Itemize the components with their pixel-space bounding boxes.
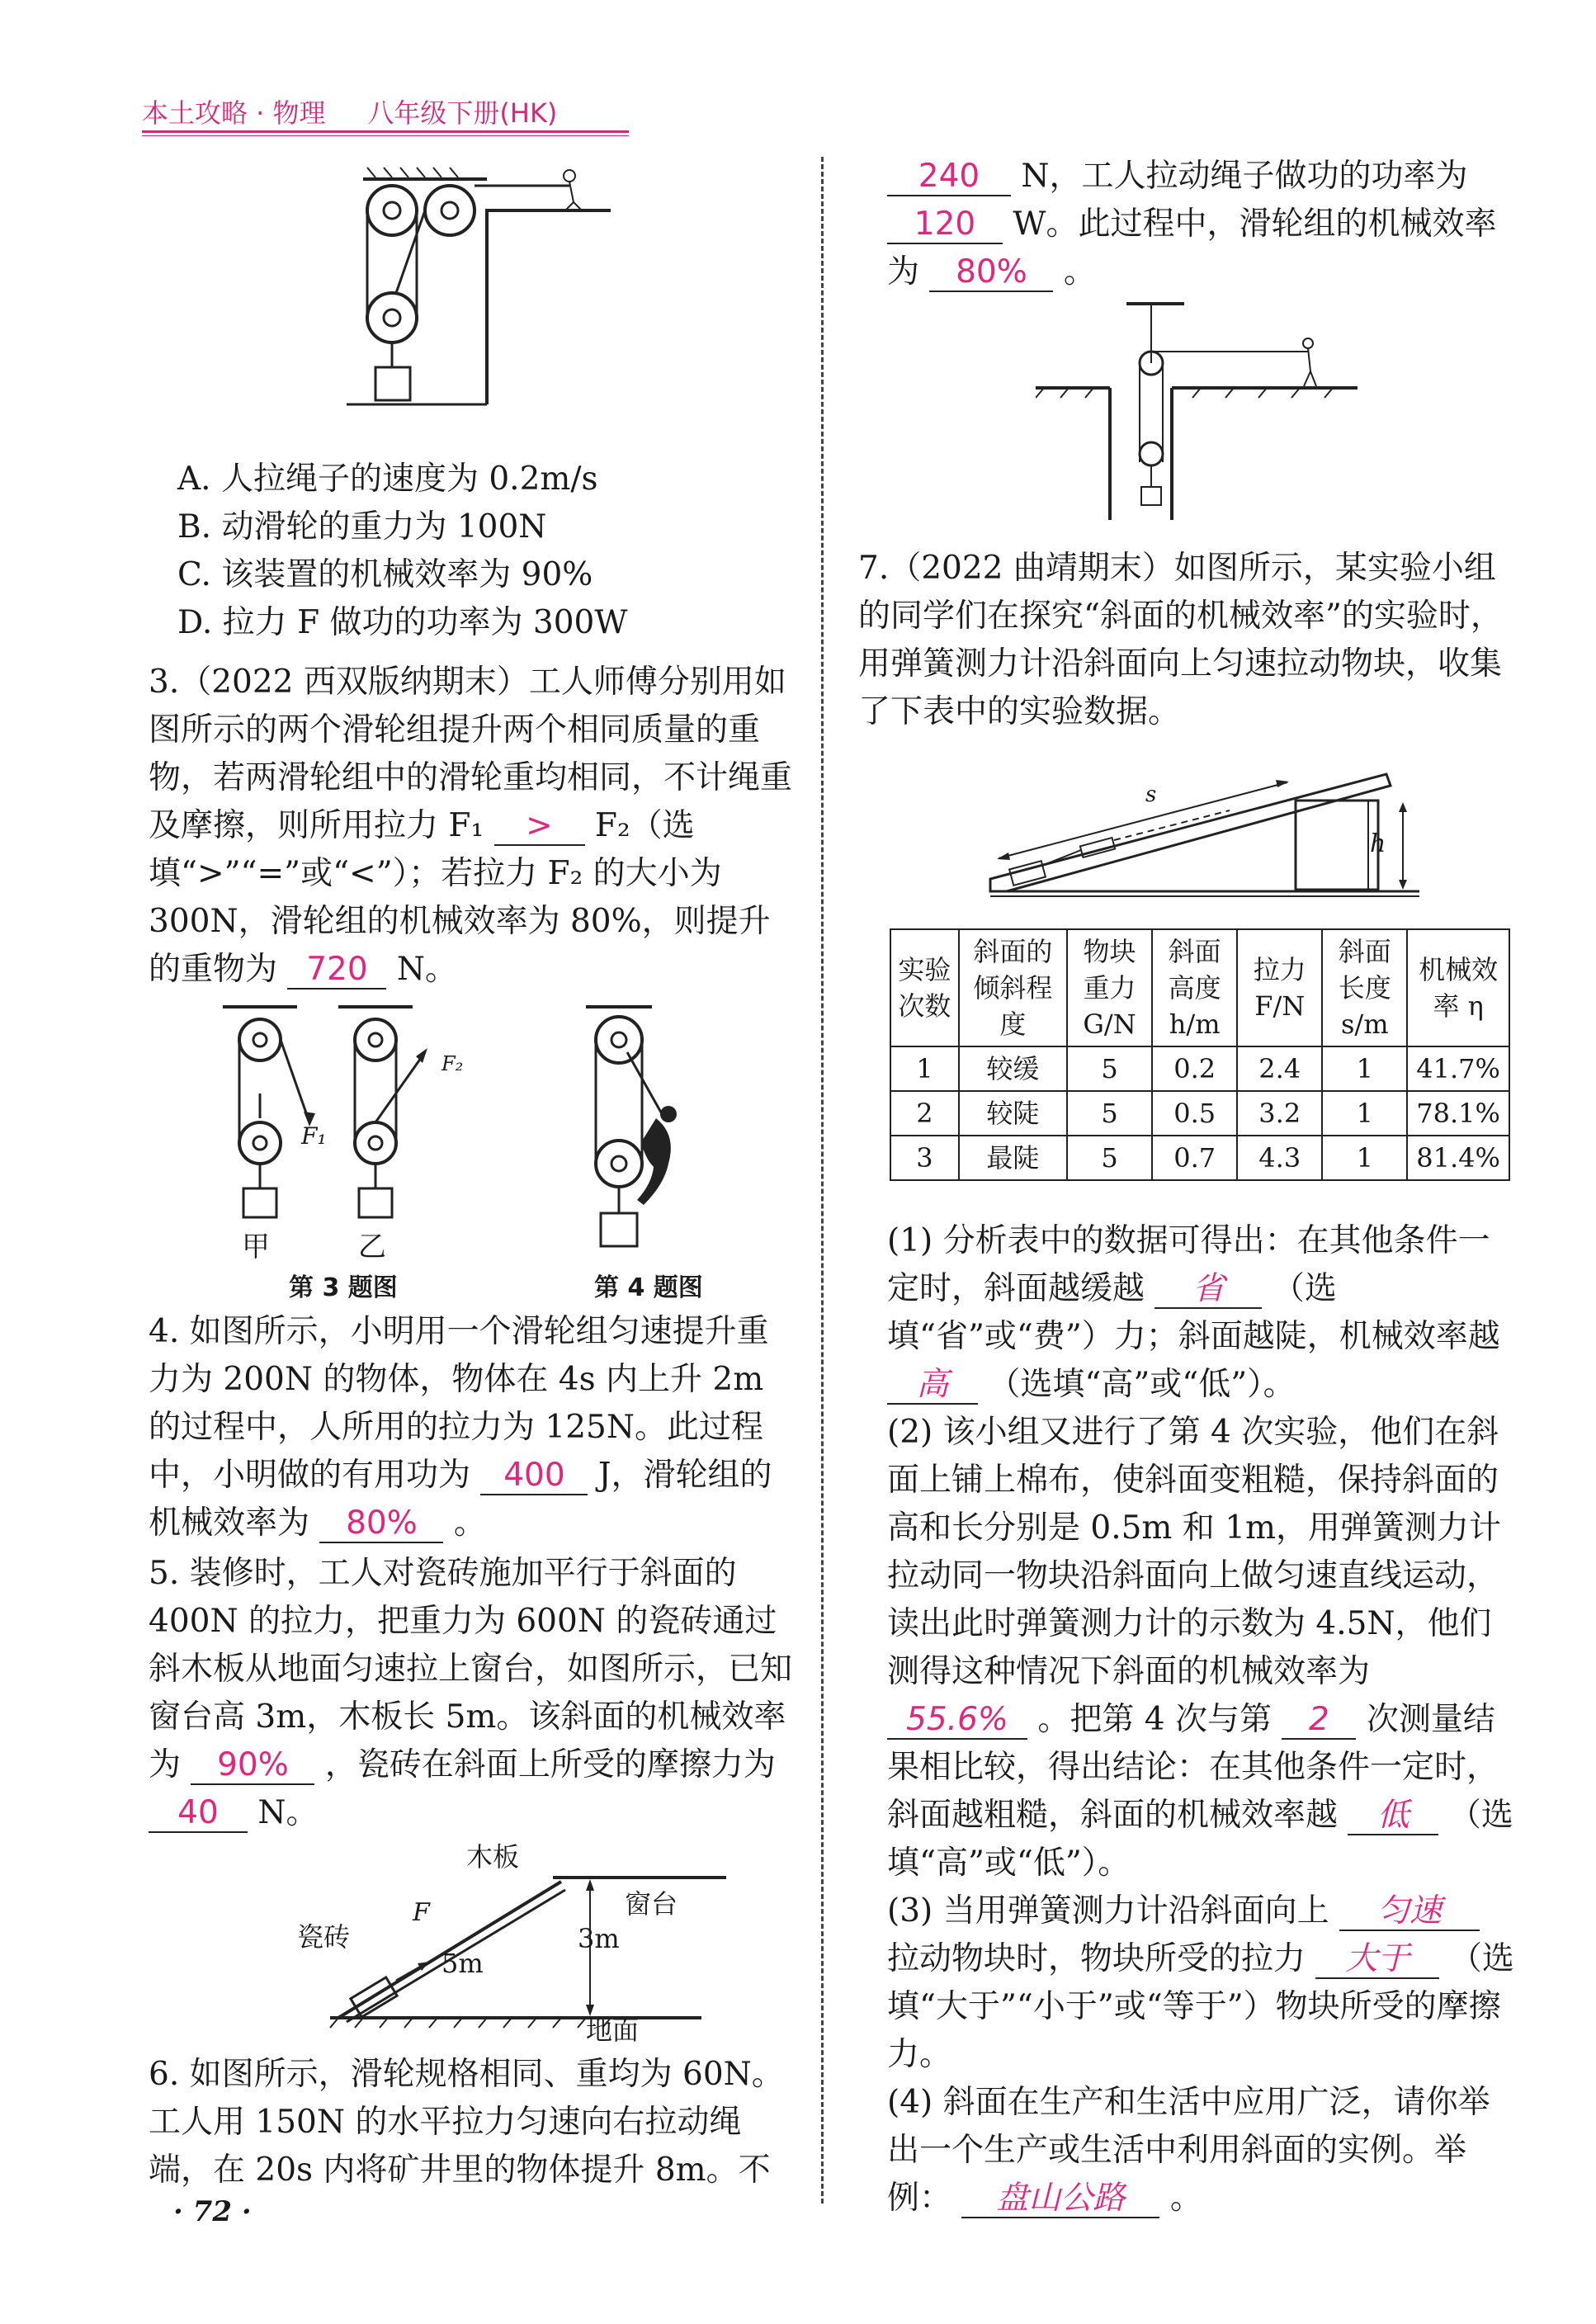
q7-p1-text-2: （选填“省”或“费”）力；斜面越陡，机械效率越 xyxy=(887,1270,1500,1355)
q3-text-2: F₂（选填“>”“=”或“<”）；若拉力 F₂ 的大小为 300N，滑轮组的机械效率为 80%，则提升的重物为 xyxy=(149,807,771,988)
q7-p1-blank-2: 高 xyxy=(887,1367,978,1405)
table-cell: 81.4% xyxy=(1407,1136,1509,1180)
table-header: 实验次数 xyxy=(890,929,959,1046)
q7-p2-blank-3: 低 xyxy=(1348,1797,1438,1835)
table-header-row xyxy=(890,929,1509,1046)
q4-text-2: J，滑轮组的机械效率为 xyxy=(149,1457,772,1542)
page-number: · 72 · xyxy=(173,2195,252,2228)
q2-option-b: B. 动滑轮的重力为 100N xyxy=(177,508,547,546)
question-7-intro xyxy=(858,545,1518,736)
q6-text-3: W。此过程中，滑轮组的机械效率为 xyxy=(887,205,1497,290)
label-f1: F₁ xyxy=(301,1122,327,1150)
q6-text-2: N，工人拉动绳子做功的功率为 xyxy=(1021,158,1468,195)
q7-p2-blank-2: 2 xyxy=(1282,1702,1356,1740)
table-header: 斜面高度 h/m xyxy=(1152,929,1237,1046)
header-rule xyxy=(142,130,629,133)
table-cell: 0.5 xyxy=(1152,1091,1237,1136)
table-cell: 4.3 xyxy=(1237,1136,1322,1180)
q3-blank-1: > xyxy=(494,808,585,846)
fig5-ground: 地面 xyxy=(586,2015,640,2046)
q5-blank-1: 90% xyxy=(191,1747,314,1785)
q4-blank-1: 400 xyxy=(480,1457,588,1495)
q6-text-4: 。 xyxy=(1063,253,1096,290)
q7-fig-s: s xyxy=(1145,782,1157,807)
table-cell: 3.2 xyxy=(1237,1091,1322,1136)
q6-blank-3: 80% xyxy=(929,254,1053,292)
table-cell: 0.2 xyxy=(1152,1046,1237,1091)
q6-text-1: 6. 如图所示，滑轮规格相同、重均为 60N。工人用 150N 的水平拉力匀速向右拉动绳端，在 20s 内将矿井里的物体提升 8m。不 xyxy=(149,2056,784,2189)
label-yi: 乙 xyxy=(358,1230,386,1264)
q7-intro: 7.（2022 曲靖期末）如图所示，某实验小组的同学们在探究“斜面的机械效率”的实验时，用弹簧测力计沿斜面向上匀速拉动物块，收集了下表中的实验数据。 xyxy=(858,550,1503,730)
q7-fig-h: h xyxy=(1370,829,1386,858)
q3-text-1: 3.（2022 西双版纳期末）工人师傅分别用如图所示的两个滑轮组提升两个相同质量的重物，若两滑轮组中的滑轮重均相同，不计绳重及摩擦，则所用拉力 F₁ xyxy=(149,664,793,844)
q7-p4-text-1: (4) 斜面在生产和生活中应用广泛，请你举出一个生产或生活中利用斜面的实例。举例： xyxy=(887,2084,1490,2217)
q7-incline-figure xyxy=(974,743,1436,908)
q3-blank-2: 720 xyxy=(287,952,386,990)
table-cell: 3 xyxy=(890,1136,959,1180)
q7-p2-text-3: 次测量结果相比较，得出结论：在其他条件一定时，斜面越粗糙，斜面的机械效率越 xyxy=(887,1701,1499,1834)
page-header xyxy=(142,92,557,130)
table-cell: 1 xyxy=(1322,1091,1407,1136)
q2-options xyxy=(177,456,788,647)
table-cell: 0.7 xyxy=(1152,1136,1237,1180)
q7-p1-text-1: (1) 分析表中的数据可得出：在其他条件一定时，斜面越缓越 xyxy=(887,1222,1490,1307)
table-cell: 1 xyxy=(1322,1046,1407,1091)
caption-q3: 第 3 题图 xyxy=(289,1273,398,1302)
q4-blank-2: 80% xyxy=(319,1505,443,1543)
table-row xyxy=(890,1046,1509,1091)
q7-parts xyxy=(887,1217,1514,2222)
header-title: 本土攻略 · 物理 xyxy=(142,97,326,129)
question-5 xyxy=(149,1550,792,1837)
q6-blank-2: 120 xyxy=(887,206,1003,244)
header-rule-thin xyxy=(142,135,629,136)
q7-p2-text-2: 。把第 4 次与第 xyxy=(1037,1701,1273,1738)
q7-p2-blank-1: 55.6% xyxy=(887,1702,1027,1740)
q5-text-2: ，瓷砖在斜面上所受的摩擦力为 xyxy=(324,1746,776,1783)
table-cell: 1 xyxy=(890,1046,959,1091)
q7-part-1 xyxy=(887,1217,1514,1409)
column-divider xyxy=(821,157,824,2204)
q2-option-d: D. 拉力 F 做功的功率为 300W xyxy=(177,604,628,641)
table-cell: 较陡 xyxy=(959,1091,1067,1136)
table-cell: 5 xyxy=(1067,1091,1152,1136)
table-cell: 5 xyxy=(1067,1046,1152,1091)
q7-p4-text-2: 。 xyxy=(1169,2180,1202,2217)
question-3 xyxy=(149,659,792,994)
q2-option-a: A. 人拉绳子的速度为 0.2m/s xyxy=(177,461,598,498)
q4-text-1: 4. 如图所示，小明用一个滑轮组匀速提升重力为 200N 的物体，物体在 4s 内上升 2m 的过程中，人所用的拉力为 125N。此过程中，小明做的有用功为 xyxy=(149,1313,769,1494)
label-f2: F₂ xyxy=(441,1052,464,1075)
q7-part-2 xyxy=(887,1409,1514,1887)
q7-data-table xyxy=(890,928,1510,1181)
label-jia: 甲 xyxy=(242,1230,270,1264)
q7-p4-blank-1: 盘山公路 xyxy=(961,2180,1159,2218)
q6-blank-1: 240 xyxy=(887,158,1011,196)
q7-p1-text-3: （选填“高”或“低”）。 xyxy=(988,1366,1296,1403)
table-cell: 5 xyxy=(1067,1136,1152,1180)
table-header: 物块重力 G/N xyxy=(1067,929,1152,1046)
q7-p3-text-1: (3) 当用弹簧测力计沿斜面向上 xyxy=(887,1892,1329,1930)
q7-p3-blank-1: 匀速 xyxy=(1339,1893,1480,1931)
fig5-tile: 瓷砖 xyxy=(297,1921,351,1953)
q5-text-1: 5. 装修时，工人对瓷砖施加平行于斜面的 400N 的拉力，把重力为 600N 的瓷砖通过斜木板从地面匀速拉上窗台，如图所示，已知窗台高 3m，木板长 5m。该斜面的机械效率为 xyxy=(149,1555,793,1783)
caption-q4: 第 4 题图 xyxy=(594,1273,703,1302)
q7-p2-text-1: (2) 该小组又进行了第 4 次实验，他们在斜面上铺上棉布，使斜面变粗糙，保持斜面的高和长分别是 0.5m 和 1m，用弹簧测力计拉动同一物块沿斜面向上做匀速直线运动，读出此时弹簧测力计的示数为 4.5N，他们测得这种情况下斜面的机械效率为 xyxy=(887,1414,1501,1690)
table-row xyxy=(890,1091,1509,1136)
table-cell: 较缓 xyxy=(959,1046,1067,1091)
table-row xyxy=(890,1136,1509,1180)
q5-blank-2: 40 xyxy=(149,1795,248,1833)
table-header: 拉力 F/N xyxy=(1237,929,1322,1046)
q7-part-3 xyxy=(887,1887,1514,2079)
q2-option-c: C. 该装置的机械效率为 90% xyxy=(177,556,593,593)
fig5-height: 3m xyxy=(578,1923,620,1954)
fig5-sill: 窗台 xyxy=(625,1888,678,1920)
table-cell: 41.7% xyxy=(1407,1046,1509,1091)
table-cell: 2.4 xyxy=(1237,1046,1322,1091)
table-cell: 最陡 xyxy=(959,1136,1067,1180)
table-cell: 1 xyxy=(1322,1136,1407,1180)
q3-text-3: N。 xyxy=(396,951,457,988)
question-4 xyxy=(149,1308,792,1547)
q5-text-3: N。 xyxy=(257,1794,319,1831)
header-grade: 八年级下册(HK) xyxy=(367,97,558,129)
q2-pulley-figure xyxy=(347,161,627,433)
q5-incline-figure xyxy=(314,1853,743,2043)
q7-p3-blank-2: 大于 xyxy=(1315,1941,1439,1979)
fig5-force: F xyxy=(413,1898,430,1927)
question-6-part2 xyxy=(887,153,1514,296)
q4-text-3: 。 xyxy=(453,1504,486,1542)
q7-p2-text-4: （选填“高”或“低”）。 xyxy=(887,1797,1513,1882)
q7-p3-text-3: （选填“大于”“小于”或“等于”）物块所受的摩擦力。 xyxy=(887,1940,1514,2073)
fig5-length: 5m xyxy=(441,1948,484,1979)
table-cell: 78.1% xyxy=(1407,1091,1509,1136)
table-header: 机械效率 η xyxy=(1407,929,1509,1046)
q7-p1-blank-1: 省 xyxy=(1155,1271,1262,1309)
table-cell: 2 xyxy=(890,1091,959,1136)
q7-p3-text-2: 拉动物块时，物块所受的拉力 xyxy=(887,1940,1306,1977)
table-header: 斜面长度 s/m xyxy=(1322,929,1407,1046)
q6-mine-figure xyxy=(1036,297,1366,528)
question-6-part1 xyxy=(149,2051,792,2194)
table-header: 斜面的倾斜程度 xyxy=(959,929,1067,1046)
fig5-board: 木板 xyxy=(466,1841,520,1873)
q7-part-4 xyxy=(887,2079,1514,2222)
